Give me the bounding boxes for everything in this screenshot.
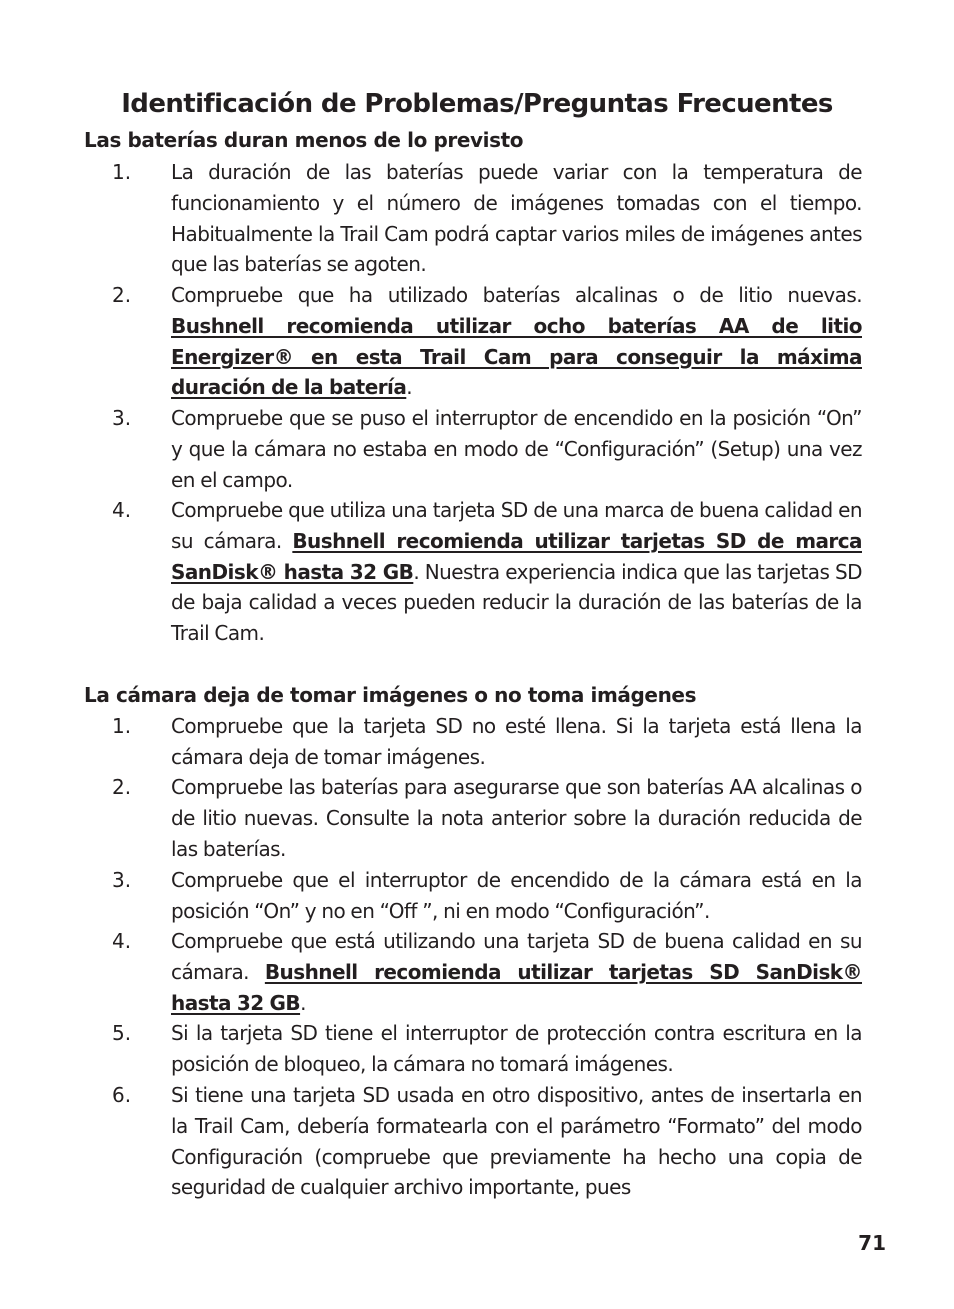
list-item-number: 2. — [112, 283, 132, 307]
list-item-number: 3. — [112, 868, 132, 892]
list-item-number: 4. — [112, 498, 132, 522]
text-run: . — [406, 375, 413, 400]
list-item-text — [171, 280, 862, 403]
page-title: Identificación de Problemas/Preguntas Frecuentes — [121, 89, 833, 119]
list-item-text — [171, 403, 862, 495]
list-item-text — [171, 1080, 862, 1203]
list-item-number: 3. — [112, 406, 132, 430]
text-run: Compruebe que el interruptor de encendido de la cámara está en la posición “On” y no en “Off ”, ni en modo “Configuración”. — [171, 868, 862, 923]
list-item-number: 6. — [112, 1083, 132, 1107]
list-item-text — [171, 495, 862, 649]
list-item-number: 1. — [112, 714, 132, 738]
text-run: Compruebe que la tarjeta SD no esté llena. Si la tarjeta está llena la cámara deja de tomar imágenes. — [171, 714, 862, 769]
list-item-text — [171, 157, 862, 280]
text-run: . — [300, 990, 306, 1015]
text-run: Compruebe que está utilizando una tarjeta SD de buena calidad en su cámara. — [171, 929, 862, 984]
list-item-text — [171, 772, 862, 864]
text-run: Si tiene una tarjeta SD usada en otro dispositivo, antes de insertarla en la Trail Cam, debería formatearla con el parámetro “Formato” del modo Configuración (compruebe que previamente ha hecho una copia de seguridad de cualquier archivo importante, pues — [171, 1083, 862, 1200]
list-item-number: 5. — [112, 1021, 132, 1045]
list-item-text — [171, 926, 862, 1018]
section-heading-battery: Las baterías duran menos de lo previsto — [84, 128, 524, 152]
text-run: Si la tarjeta SD tiene el interruptor de protección contra escritura en la posición de bloqueo, la cámara no tomará imágenes. — [171, 1021, 862, 1076]
list-item-text — [171, 711, 862, 773]
section-heading-camera: La cámara deja de tomar imágenes o no toma imágenes — [84, 683, 697, 707]
text-run: Compruebe que ha utilizado baterías alcalinas o de litio nuevas. — [171, 283, 862, 307]
list-item-text — [171, 1018, 862, 1080]
list-item-number: 2. — [112, 775, 132, 799]
page-number: 71 — [858, 1231, 886, 1255]
list-item-text — [171, 865, 862, 927]
recommendation-emphasis: Bushnell recomienda utilizar ocho baterías AA de litio Energizer® en esta Trail Cam para conseguir la máxima duración de la batería — [171, 313, 862, 400]
text-run: Compruebe que utiliza una tarjeta SD de una marca de buena calidad en su cámara. — [171, 498, 862, 553]
text-run: Compruebe las baterías para asegurarse que son baterías AA alcalinas o de litio nuevas. Consulte la nota anterior sobre la duración reducida de las baterías. — [171, 775, 862, 861]
text-run: La duración de las baterías puede variar con la temperatura de funcionamiento y el número de imágenes tomadas con el tiempo. Habitualmente la Trail Cam podrá captar varios miles de imágenes antes que las baterías se agoten. — [171, 160, 862, 277]
text-run: Compruebe que se puso el interruptor de encendido en la posición “On” y que la cámara no estaba en modo de “Configuración” (Setup) una vez en el campo. — [171, 406, 862, 492]
recommendation-emphasis: Bushnell recomienda utilizar tarjetas SD SanDisk® hasta 32 GB — [171, 959, 862, 1015]
text-run: . Nuestra experiencia indica que las tarjetas SD de baja calidad a veces pueden reducir la duración de las baterías de la Trail Cam. — [171, 559, 862, 646]
list-item-number: 1. — [112, 160, 132, 184]
recommendation-emphasis: Bushnell recomienda utilizar tarjetas SD de marca SanDisk® hasta 32 GB — [171, 528, 862, 584]
list-item-number: 4. — [112, 929, 132, 953]
